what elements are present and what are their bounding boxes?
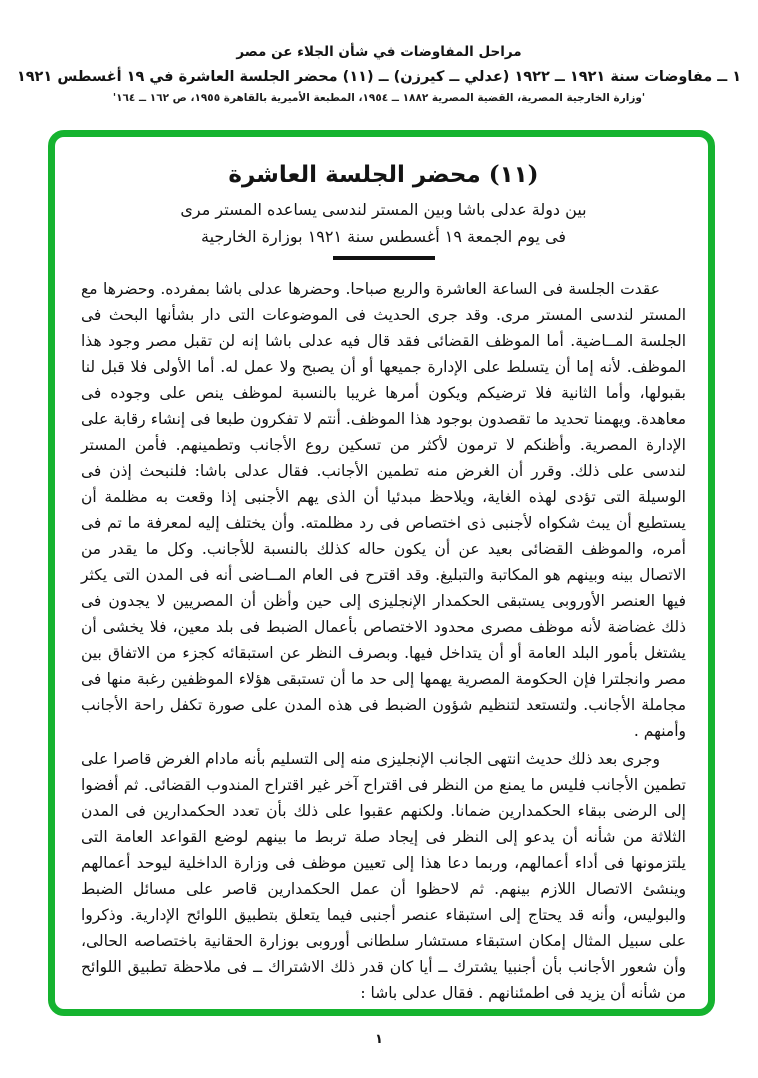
page-header bbox=[0, 0, 758, 104]
body-paragraph: عقدت الجلسة فى الساعة العاشرة والربع صباحا. وحضرها عدلى باشا بمفرده. وحضرها مع المستر لندسى المستر مرى. وقد جرى الحديث فى الموضوعات التى دار بشأنها البحث فى الجلسة المــاضية. أما الموظف القضائى فقد قال فيه عدلى باشا إنه لن تقبل مصر وجود هذا الموظف. لأنه إما أن يتسلط على الإدارة جميعها أو أن يصبح ولا عمل له. أما الأولى فلا قبل لنا بقبولها، وأما الثانية فلا ترضيكم ويكون أمرها غريبا بالنسبة لموظف ينص على وجوده فى معاهدة. ويهمنا تحديد ما تقصدون بوجود هذا الموظف. أنتم لا تفكرون طبعا فى إنشاء رقابة على الإدارة المصرية. وأظنكم لا ترمون لأكثر من تسكين روع الأجانب وتطمينهم. فأمن المستر لندسى على ذلك. وقرر أن الغرض منه تطمين الأجانب. فقال عدلى باشا: فلنبحث إذن فى الوسيلة التى تؤدى لهذه الغاية، ويلاحظ مبدئيا أن الذى يهم الأجنبى إذا وقعت به مظلمة أن يستطيع أن يبث شكواه لأجنبى ذى اختصاص فى رد مظلمته. وأن يختلف إليه لمعرفة ما تم فى أمره، والموظف القضائى بعيد عن أن يكون حاله كذلك بالنسبة للأجانب. وكل ما يقدر من الاتصال بينه وبينهم هو المكاتبة والتبليغ. وقد اقترح فى العام المــاضى أنه فى المدن التى يكثر فيها العنصر الأوروبى يستبقى الحكمدار الإنجليزى إلى حين وأظن أن المصريين لا يجدون فى ذلك غضاضة لأنه موظف مصرى محدود الاختصاص بأعمال الضبط فى بلد معين، فلا يخشى أن يشتغل بأمور البلد العامة أو أن يتداخل فيها. وبصرف النظر عن استبقائه كجزء من الاتفاق بين مصر وانجلترا فإن الحكومة المصرية يهمها إلى حد ما أن تستبقى هؤلاء الموظفين رغبة منها فى مجاملة الأجانب. ولتستعد لتنظيم شؤون الضبط فى هذه المدن على صورة تكفل راحة الأجانب وأمنهم . bbox=[81, 280, 686, 740]
title-divider bbox=[333, 256, 435, 260]
body-paragraph: وجرى بعد ذلك حديث انتهى الجانب الإنجليزى منه إلى التسليم بأنه مادام الغرض قاصرا على تطمين الأجانب فليس ما يمنع من النظر فى اقتراح آخر غير اقتراح المندوب القضائى. ثم أفضوا إلى الرضى ببقاء الحكمدارين ضمانا. ولكنهم عقبوا على ذلك بأن تعدد الحكمدارين فى المدن الثلاثة من شأنه أن يدعو إلى النظر فى إيجاد صلة تربط ما بينهم لوضع القواعد العامة التى يلتزمونها فى أداء أعمالهم، وربما دعا هذا إلى تعيين موظف فى وزارة الداخلية ليوحد أعمالهم وينشئ الاتصال اللازم بينهم. ثم لاحظوا أن عمل الحكمدارين قاصر على مسائل الضبط والبوليس، وأنه قد يحتاج إلى استبقاء عنصر أجنبى فيما يتعلق بتطبيق اللوائح الإدارية. وذكروا على سبيل المثال إمكان استبقاء مستشار سلطانى أوروبى بوزارة الحقانية باختصاصه الحالى، وأن شعور الأجانب بأن أجنبيا يشترك ــ أيا كان قدر ذلك الاشتراك ــ فى ملاحظة تطبيق اللوائح من شأنه أن يزيد فى اطمئنانهم . فقال عدلى باشا : bbox=[81, 750, 686, 1002]
header-subtitle: ١ ــ مفاوضات سنة ١٩٢١ ــ ١٩٢٢ (عدلي ــ كيرزن) ــ (١١) محضر الجلسة العاشرة في ١٩ أغسطس ١٩٢١ bbox=[16, 69, 742, 85]
document-body bbox=[81, 276, 686, 1006]
session-subtitle-date: فى يوم الجمعة ١٩ أغسطس سنة ١٩٢١ بوزارة الخارجية bbox=[200, 227, 567, 246]
session-subtitle-participants: بين دولة عدلى باشا وبين المستر لندسى يساعده المستر مرى bbox=[180, 200, 587, 219]
header-source-citation: 'وزارة الخارجية المصرية، القضية المصرية ١٨٨٢ ــ ١٩٥٤، المطبعة الأميرية بالقاهرة ١٩٥٥، ص ١٦٢ ــ ١٦٤' bbox=[112, 92, 646, 104]
page-footer bbox=[0, 1032, 758, 1047]
highlight-box bbox=[48, 130, 715, 1016]
page-number: ١ bbox=[375, 1032, 383, 1047]
session-title: (١١) محضر الجلسة العاشرة bbox=[228, 161, 539, 188]
header-title: مراحل المفاوضات في شأن الجلاء عن مصر bbox=[236, 44, 522, 60]
